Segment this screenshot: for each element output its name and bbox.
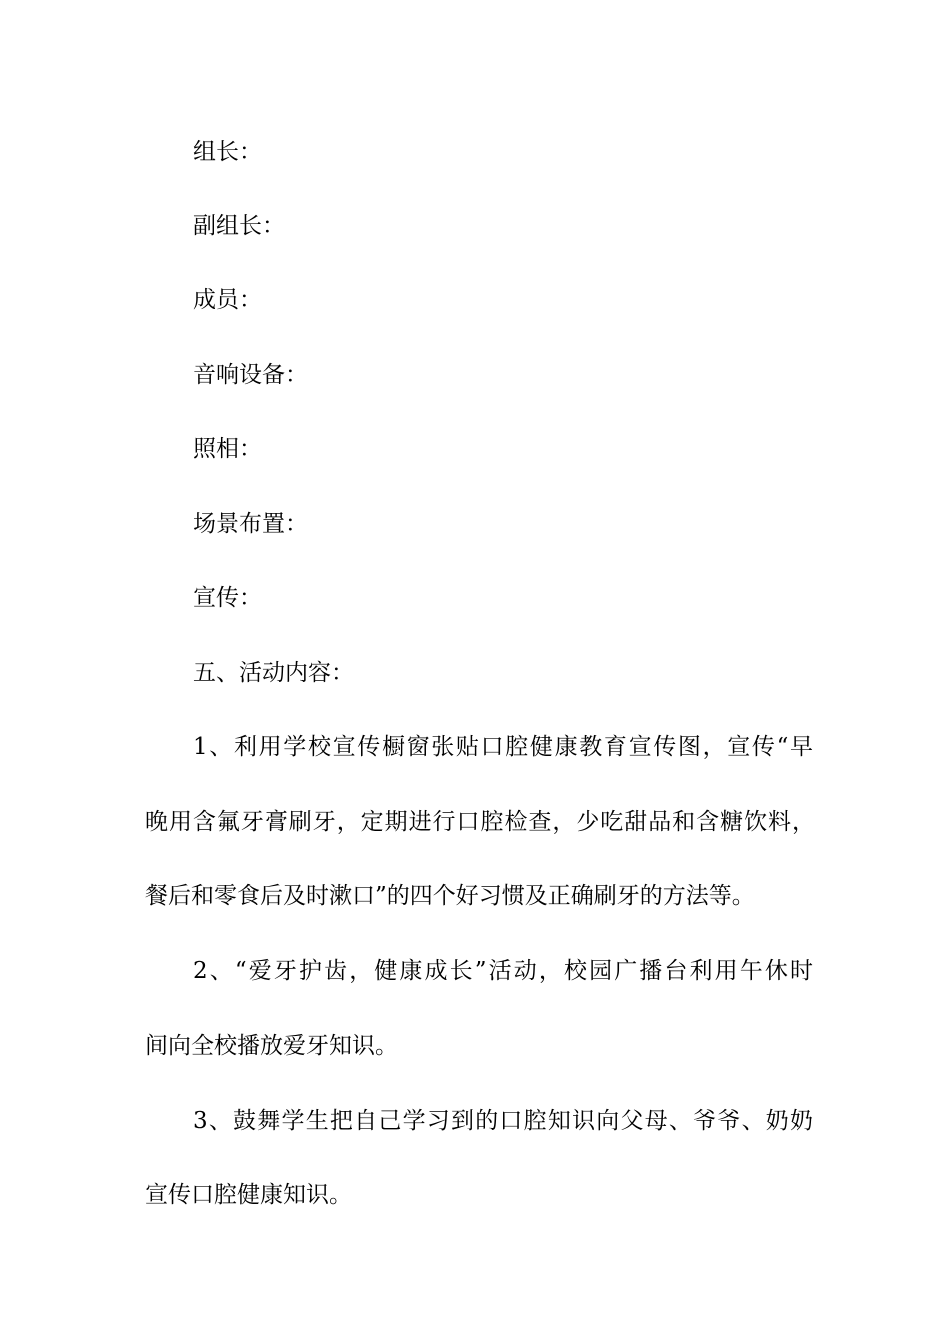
role-publicity: 宣传： (193, 585, 262, 611)
role-photography: 照相： (193, 436, 262, 462)
item-3-line-2: 宣传口腔健康知识。 (145, 1182, 352, 1208)
section-title: 五、活动内容： (193, 660, 354, 686)
item-1-line-2: 晚用含氟牙膏刷牙，定期进行口腔检查，少吃甜品和含糖饮料， (145, 809, 815, 835)
item-1-line-1: 1、利用学校宣传橱窗张贴口腔健康教育宣传图，宣传“早 (193, 734, 813, 760)
role-scene-setup: 场景布置： (193, 511, 308, 537)
role-deputy-leader: 副组长： (193, 213, 285, 239)
role-members: 成员： (193, 287, 262, 313)
role-audio-equipment: 音响设备： (193, 362, 308, 388)
role-leader: 组长： (193, 139, 262, 165)
item-2-line-2: 间向全校播放爱牙知识。 (145, 1033, 398, 1059)
item-1-line-3: 餐后和零食后及时漱口”的四个好习惯及正确刷牙的方法等。 (145, 883, 755, 909)
item-2-line-1: 2、“爱牙护齿，健康成长”活动，校园广播台利用午休时 (193, 958, 813, 984)
item-3-line-1: 3、鼓舞学生把自己学习到的口腔知识向父母、爷爷、奶奶 (193, 1108, 813, 1134)
